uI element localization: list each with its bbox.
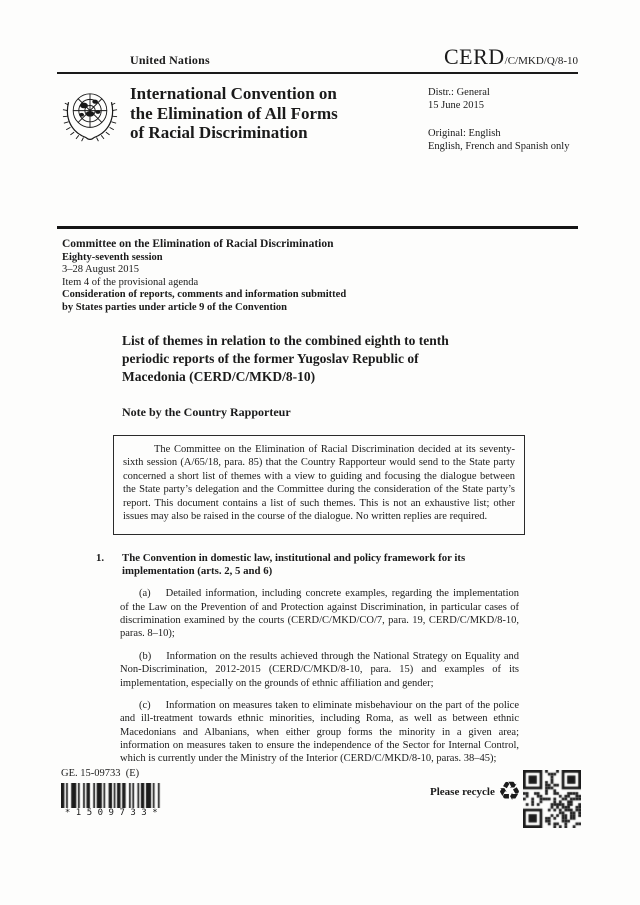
original-language-line: Original: English	[428, 128, 501, 139]
convention-title	[130, 84, 420, 143]
document-number: GE. 15-09733 (E)	[61, 768, 140, 779]
un-emblem-svg	[62, 84, 118, 154]
barcode-canvas	[61, 783, 163, 808]
section-heading-line: The Convention in domestic law, institutional and policy framework for its	[122, 552, 466, 565]
org-name: United Nations	[130, 53, 210, 67]
agenda-title-line: by States parties under article 9 of the Convention	[62, 301, 287, 313]
barcode-text: *1509733*	[64, 808, 164, 818]
convention-title-line: the Elimination of All Forms	[130, 103, 338, 123]
committee-block	[62, 236, 582, 314]
summary-text: The Committee on the Elimination of Racial Discrimination decided at its seventy-sixth session (A/65/18, para. 85) that the Country Rapporteur would send to the State party concerned a short list of themes with a view to guiding and focusing the dialogue between the State party’s delegation and the Committee during the consideration of the State party’s report. This document contains a list of such themes. This is not an exhaustive list; other issues may also be raised in the course of the dialogue. No written replies are required.	[123, 444, 515, 523]
recycle-notice	[430, 779, 521, 805]
recycle-label: Please recycle	[430, 786, 495, 798]
languages-line: English, French and Spanish only	[428, 141, 570, 152]
un-emblem-icon	[62, 84, 118, 154]
document-header	[57, 44, 578, 74]
page-title-line: periodic reports of the former Yugoslav Republic of	[122, 351, 419, 366]
item-text: Detailed information, including concrete examples, regarding the implementation of the Law on the Prevention of and Protection against Discrimination, in particular cases of discrimination examined by the courts (CERD/C/MKD/CO/7, para. 19, CERD/C/MKD/8-10, paras. 8–10);	[120, 588, 519, 640]
agenda-title-line: Consideration of reports, comments and information submitted	[62, 289, 347, 301]
main-content	[96, 332, 519, 766]
date-line: 15 June 2015	[428, 100, 484, 111]
item-marker: (c)	[139, 699, 151, 711]
item-text: Information on the results achieved through the National Strategy on Equality and Non-Discrimination, 2012-2015 (CERD/C/MKD/8-10, para. 15) and examples of its implementation, especially on the grounds of ethnic affiliation and gender;	[120, 650, 519, 689]
qr-code-icon	[523, 770, 581, 828]
section-heading	[96, 552, 494, 578]
committee-name: Committee on the Elimination of Racial Discrimination	[62, 238, 334, 250]
item-text: Information on measures taken to eliminate misbehaviour on the part of the police and ill-treatment towards ethnic minorities, including Roma, as well as between ethnic Macedonians and Albanians, when either group forms the minority in a given area; information on measures taken to ensure the independence of the Sector for Internal Control, which is currently under the Ministry of the Interior (CERD/C/MKD/8-10, paras. 38–45);	[120, 699, 519, 765]
committee-dates: 3–28 August 2015	[62, 264, 140, 276]
document-symbol	[444, 44, 578, 70]
agenda-item: Item 4 of the provisional agenda	[62, 276, 199, 288]
document-symbol-main: CERD	[443, 44, 505, 69]
list-item-a	[120, 587, 519, 640]
list-item-c	[120, 699, 519, 766]
page-title	[122, 332, 519, 386]
subtitle: Note by the Country Rapporteur	[122, 405, 291, 419]
committee-session: Eighty-seventh session	[62, 252, 163, 263]
section-1	[96, 552, 519, 765]
recycle-icon: ♻	[497, 777, 522, 807]
section-number: 1.	[96, 552, 105, 565]
section-heading-line: implementation (arts. 2, 5 and 6)	[122, 565, 273, 578]
page-title-line: Macedonia (CERD/C/MKD/8-10)	[122, 369, 316, 384]
document-symbol-suffix: /C/MKD/Q/8-10	[504, 55, 578, 67]
qr-canvas	[523, 770, 581, 828]
convention-title-line: International Convention on	[130, 84, 337, 103]
item-marker: (a)	[139, 588, 151, 600]
convention-title-line: of Racial Discrimination	[130, 123, 308, 142]
summary-box	[113, 435, 525, 535]
barcode-icon	[61, 783, 163, 808]
spacer	[428, 112, 588, 127]
publication-info	[428, 86, 588, 153]
page-title-line: List of themes in relation to the combined eighth to tenth	[122, 333, 449, 348]
section-divider-bar	[57, 226, 578, 229]
list-item-b	[120, 650, 519, 690]
item-marker: (b)	[139, 650, 152, 662]
distribution-line: Distr.: General	[428, 87, 490, 98]
